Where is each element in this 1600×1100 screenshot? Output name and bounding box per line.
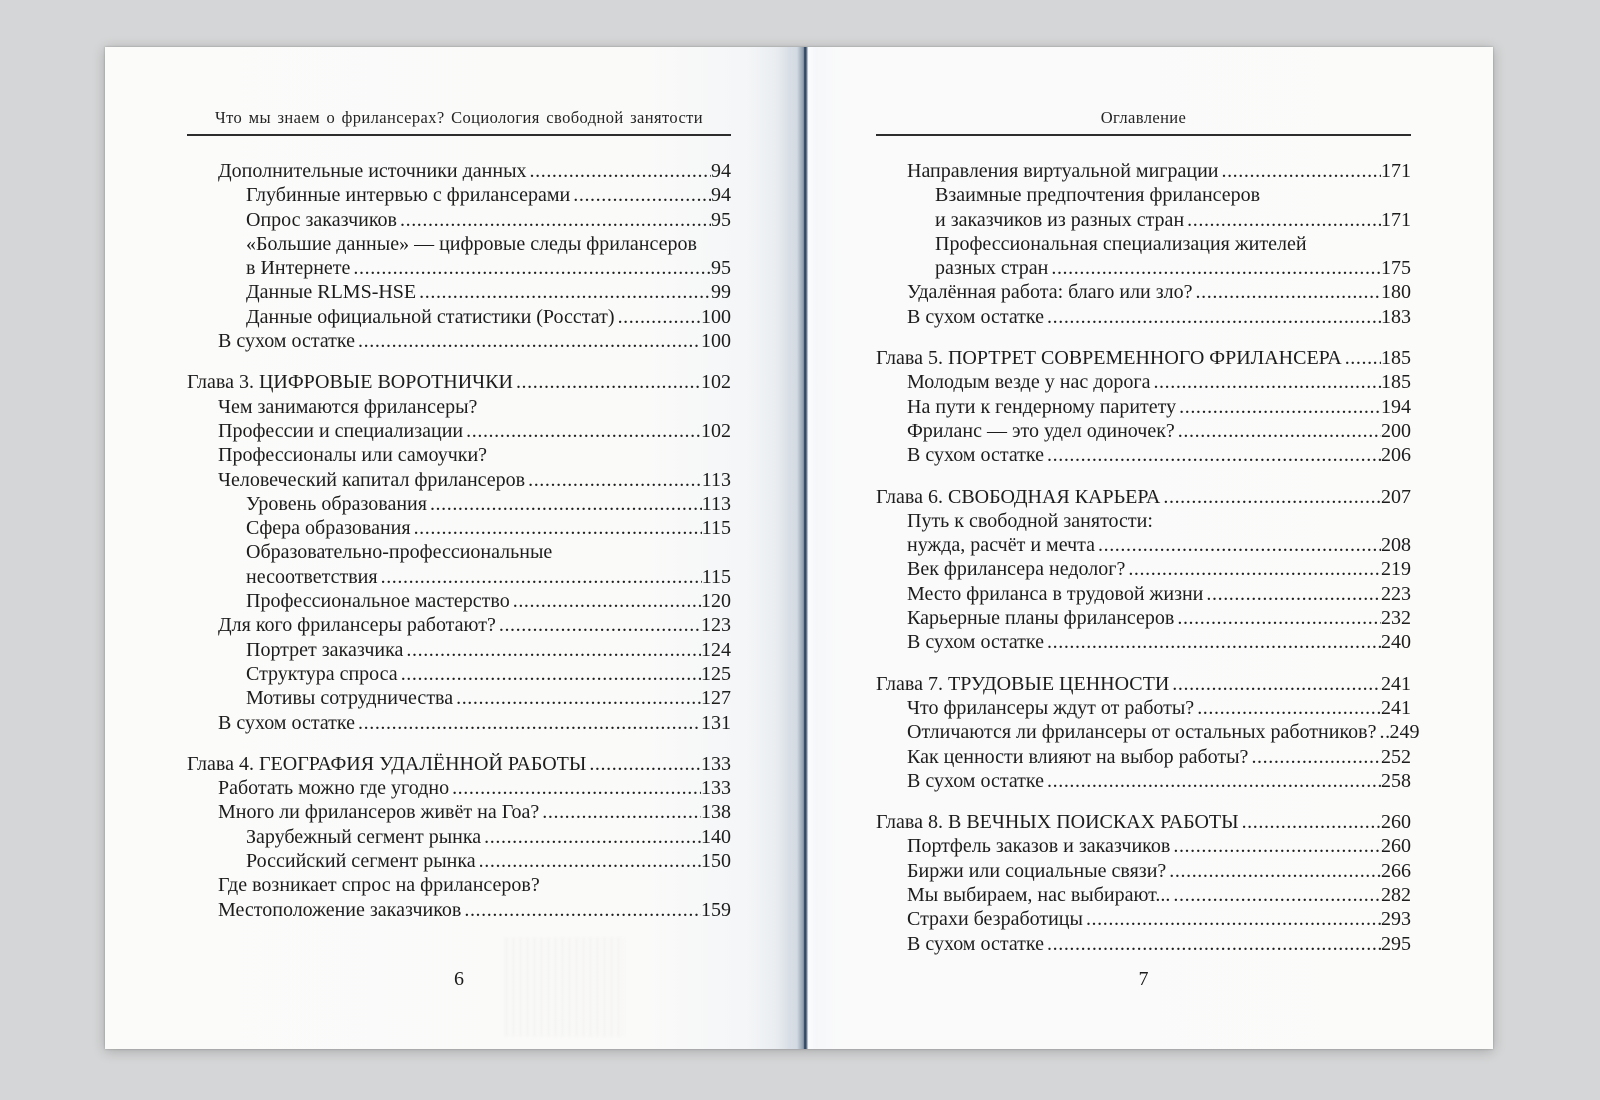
toc-line-text: Дополнительные источники данных [218, 160, 527, 182]
dot-leader [570, 183, 711, 207]
toc-line [187, 752, 731, 776]
toc-line [876, 370, 1411, 394]
toc-line [876, 606, 1411, 630]
toc-line-text: Зарубежный сегмент рынка [246, 825, 482, 848]
toc-page-number: 240 [1381, 631, 1411, 654]
dot-leader [1170, 834, 1381, 858]
toc-page-number: 120 [701, 590, 731, 613]
toc-page-number: 207 [1381, 485, 1411, 508]
toc-line [876, 932, 1411, 956]
toc-line-text: Образовательно-профессиональные [246, 541, 553, 564]
toc-page-number: 140 [701, 825, 731, 848]
toc-entry [187, 800, 731, 824]
toc-line [876, 533, 1411, 557]
toc-line [876, 280, 1411, 304]
toc-page-number: 100 [701, 305, 731, 328]
dot-leader [1044, 305, 1381, 329]
toc-line [876, 509, 1411, 533]
toc-line [187, 516, 731, 540]
toc-line [876, 907, 1411, 931]
dot-leader [1376, 720, 1389, 744]
running-header: Что мы знаем о фрилансерах? Социология свободной занятости [214, 108, 704, 127]
toc-line [187, 159, 731, 183]
toc-line [876, 419, 1411, 443]
toc-page-number: 171 [1381, 160, 1411, 182]
toc-line [187, 329, 731, 353]
toc-entry [876, 305, 1411, 329]
dot-leader [449, 776, 701, 800]
toc-line-text: Как ценности влияют на выбор работы? [907, 745, 1249, 768]
toc-line-text: Отличаются ли фрилансеры от остальных работников? [907, 721, 1377, 744]
dot-leader [1044, 630, 1381, 654]
dot-leader [1095, 533, 1381, 557]
toc-page-number: 102 [701, 371, 731, 394]
dot-leader [525, 468, 702, 492]
toc-line [876, 720, 1420, 744]
toc-entry [876, 883, 1411, 907]
toc-page-number: 232 [1381, 607, 1411, 630]
toc-line-text: Российский сегмент рынка [246, 850, 476, 873]
toc-entry [187, 305, 731, 329]
toc-page-number: 94 [711, 160, 731, 182]
toc-page-number: 252 [1381, 745, 1411, 768]
toc-line-text: Биржи или социальные связи? [907, 859, 1167, 882]
toc-line-text: Мотивы сотрудничества [246, 687, 454, 710]
toc-line [187, 468, 731, 492]
toc-line-text: Сфера образования [246, 517, 411, 540]
toc-line [876, 346, 1411, 370]
toc-entry [876, 183, 1411, 232]
toc-chapter-entry [876, 485, 1411, 509]
toc-line-text: Опрос заказчиков [246, 208, 397, 231]
toc-entry [876, 696, 1411, 720]
dot-leader [1044, 769, 1381, 793]
toc-line-text: В сухом остатке [907, 444, 1045, 467]
toc-entry [876, 907, 1411, 931]
toc-entry [187, 540, 731, 589]
toc-entry [876, 509, 1411, 558]
toc-line [187, 686, 731, 710]
toc-chapter-entry [876, 810, 1411, 834]
toc-page-number: 208 [1381, 534, 1411, 557]
toc-list-right [876, 159, 1420, 956]
toc-line [876, 485, 1411, 509]
dot-leader [1044, 932, 1381, 956]
toc-entry [187, 686, 731, 710]
toc-entry [187, 516, 731, 540]
toc-line-text: В сухом остатке [218, 330, 356, 353]
left-page-header [187, 108, 731, 136]
dot-leader [527, 159, 711, 183]
toc-line-text: нужда, расчёт и мечта [907, 534, 1095, 557]
toc-entry [876, 834, 1411, 858]
toc-entry [187, 232, 731, 281]
toc-line [187, 395, 731, 419]
dot-leader [398, 662, 701, 686]
toc-line-text: «Большие данные» — цифровые следы фрилансеров [246, 232, 697, 255]
dot-leader [510, 589, 701, 613]
toc-chapter-entry [876, 346, 1411, 370]
toc-page-number: 175 [1381, 257, 1411, 280]
toc-line [876, 859, 1411, 883]
toc-entry [187, 638, 731, 662]
dot-leader [1125, 557, 1381, 581]
toc-page-number: 200 [1381, 419, 1411, 442]
toc-line-text: Профессиональная специализация жителей [935, 232, 1307, 255]
toc-chapter-entry [187, 370, 731, 394]
toc-line-text: Для кого фрилансеры работают? [218, 614, 496, 637]
dot-leader [1048, 256, 1381, 280]
toc-line [187, 419, 731, 443]
toc-line [187, 711, 731, 735]
toc-page-number: 133 [701, 752, 731, 775]
toc-line-text: Глава 6. СВОБОДНАЯ КАРЬЕРА [876, 485, 1161, 508]
toc-line [187, 305, 731, 329]
toc-page-number: 185 [1381, 347, 1411, 370]
dot-leader [1218, 159, 1381, 183]
dot-leader [1176, 395, 1381, 419]
dot-leader [1194, 696, 1381, 720]
dot-leader [355, 329, 701, 353]
dot-leader [1170, 883, 1381, 907]
toc-line-text: Профессионалы или самоучки? [218, 444, 488, 467]
dot-leader [539, 800, 701, 824]
toc-line [187, 849, 731, 873]
toc-line-text: Глава 8. В ВЕЧНЫХ ПОИСКАХ РАБОТЫ [876, 811, 1239, 834]
toc-line-text: Страхи безработицы [907, 908, 1083, 931]
dot-leader [1169, 672, 1381, 696]
toc-line [876, 810, 1411, 834]
toc-entry [876, 443, 1411, 467]
toc-page-number: 266 [1381, 859, 1411, 882]
toc-page-number: 102 [701, 419, 731, 442]
toc-entry [876, 232, 1411, 281]
toc-line-text: Глубинные интервью с фрилансерами [246, 184, 571, 207]
toc-entry [876, 745, 1411, 769]
toc-page-number: 241 [1381, 672, 1411, 695]
toc-entry [187, 208, 731, 232]
toc-page-number: 150 [701, 850, 731, 873]
toc-line-text: Профессиональное мастерство [246, 590, 510, 613]
toc-line [876, 696, 1411, 720]
toc-entry [187, 443, 731, 492]
toc-line-text: Карьерные планы фрилансеров [907, 607, 1175, 630]
dot-leader [1184, 208, 1381, 232]
toc-entry [876, 557, 1411, 581]
dot-leader [463, 419, 701, 443]
toc-line-text: Портфель заказов и заказчиков [907, 835, 1171, 858]
toc-entry [876, 582, 1411, 606]
toc-line-text: Данные официальной статистики (Росстат) [246, 305, 615, 328]
toc-line-text: Место фриланса в трудовой жизни [907, 582, 1204, 605]
toc-line [876, 557, 1411, 581]
toc-page-number: 180 [1381, 281, 1411, 304]
toc-entry [187, 395, 731, 444]
toc-entry [876, 159, 1411, 183]
left-page [105, 47, 791, 1049]
toc-page-number: 219 [1381, 558, 1411, 581]
dot-leader [513, 370, 701, 394]
dot-leader [427, 492, 702, 516]
toc-line-text: Век фрилансера недолог? [907, 558, 1126, 581]
toc-entry [187, 492, 731, 516]
toc-line-text: Взаимные предпочтения фрилансеров [935, 184, 1261, 207]
toc-line [187, 370, 731, 394]
dot-leader [1166, 859, 1381, 883]
toc-page-number: 159 [701, 898, 731, 921]
toc-entry [187, 589, 731, 613]
toc-page-number: 260 [1381, 811, 1411, 834]
toc-line-text: Удалённая работа: благо или зло? [907, 281, 1193, 304]
toc-line-text: Человеческий капитал фрилансеров [218, 468, 526, 491]
book-spread [105, 47, 1493, 1049]
toc-page-number: 171 [1381, 208, 1411, 231]
toc-line-text: Где возникает спрос на фрилансеров? [218, 874, 540, 897]
toc-list-left [187, 159, 731, 922]
toc-page-number: 258 [1381, 769, 1411, 792]
toc-page-number: 115 [701, 565, 731, 588]
toc-line [876, 672, 1411, 696]
dot-leader [481, 825, 701, 849]
right-page [791, 47, 1493, 1049]
toc-page-number: 131 [701, 711, 731, 734]
toc-line [876, 305, 1411, 329]
toc-chapter-entry [876, 672, 1411, 696]
toc-entry [876, 630, 1411, 654]
toc-page-number: 115 [701, 517, 731, 540]
toc-line-text: В сухом остатке [218, 711, 356, 734]
toc-entry [876, 280, 1411, 304]
toc-page-number: 113 [701, 468, 731, 491]
toc-entry [876, 769, 1411, 793]
dot-leader [1203, 582, 1381, 606]
toc-page-number: 282 [1381, 884, 1411, 907]
dot-leader [1160, 485, 1381, 509]
toc-page-number: 125 [701, 662, 731, 685]
toc-line [187, 280, 731, 304]
toc-entry [187, 280, 731, 304]
toc-line [187, 443, 731, 467]
dot-leader [1248, 745, 1381, 769]
toc-entry [876, 395, 1411, 419]
toc-entry [876, 720, 1420, 744]
toc-line-text: Местоположение заказчиков [218, 898, 462, 921]
toc-page-number: 100 [701, 330, 731, 353]
toc-page-number: 94 [711, 184, 731, 207]
toc-page-number: 127 [701, 687, 731, 710]
toc-line [187, 589, 731, 613]
toc-page-number: 138 [701, 801, 731, 824]
toc-entry [876, 370, 1411, 394]
toc-page-number: 133 [701, 777, 731, 800]
toc-entry [187, 873, 731, 922]
toc-line-text: Фриланс — это удел одиночек? [907, 419, 1175, 442]
dot-leader [461, 898, 701, 922]
toc-entry [187, 776, 731, 800]
toc-line-text: Путь к свободной занятости: [907, 509, 1153, 532]
header-rule [187, 134, 731, 136]
toc-line [876, 208, 1411, 232]
dot-leader [1175, 419, 1381, 443]
toc-page-number: 194 [1381, 395, 1411, 418]
toc-page-number: 223 [1381, 582, 1411, 605]
page-number: 6 [454, 968, 464, 990]
toc-line [187, 183, 731, 207]
toc-line [876, 883, 1411, 907]
dot-leader [1174, 606, 1381, 630]
toc-entry [876, 606, 1411, 630]
toc-page-number: 249 [1389, 721, 1420, 744]
toc-page-number: 185 [1381, 371, 1411, 394]
dot-leader [378, 565, 702, 589]
toc-page-number: 183 [1381, 305, 1411, 328]
dot-leader [397, 208, 711, 232]
right-page-header [876, 108, 1411, 136]
toc-line-text: Портрет заказчика [246, 638, 404, 661]
toc-line [876, 256, 1411, 280]
toc-line-text: Профессии и специализации [218, 419, 464, 442]
toc-line [187, 232, 731, 256]
toc-line-text: Структура спроса [246, 662, 398, 685]
toc-page-number: 99 [711, 281, 731, 304]
toc-page-number: 260 [1381, 835, 1411, 858]
toc-line-text: Что фрилансеры ждут от работы? [907, 696, 1195, 719]
toc-line [187, 800, 731, 824]
toc-page-number: 206 [1381, 444, 1411, 467]
dot-leader [476, 849, 701, 873]
toc-line [876, 834, 1411, 858]
toc-entry [876, 859, 1411, 883]
dot-leader [403, 638, 701, 662]
dot-leader [1150, 370, 1381, 394]
toc-entry [187, 329, 731, 353]
toc-line-text: В сухом остатке [907, 305, 1045, 328]
toc-page-number: 95 [711, 208, 731, 231]
toc-line [876, 395, 1411, 419]
toc-page-number: 241 [1381, 696, 1411, 719]
toc-chapter-entry [187, 752, 731, 776]
page-number: 7 [1138, 968, 1149, 990]
toc-entry [187, 711, 731, 735]
toc-page-number: 124 [701, 638, 731, 661]
toc-entry [187, 613, 731, 637]
toc-line-text: Глава 4. ГЕОГРАФИЯ УДАЛЁННОЙ РАБОТЫ [187, 752, 587, 775]
toc-line [187, 492, 731, 516]
dot-leader [355, 711, 701, 735]
toc-page-number: 293 [1381, 908, 1411, 931]
toc-entry [187, 662, 731, 686]
toc-line-text: Мы выбираем, нас выбирают... [907, 884, 1171, 907]
toc-line [187, 256, 731, 280]
dot-leader [411, 516, 702, 540]
toc-page-number: 123 [701, 614, 731, 637]
toc-line [187, 613, 731, 637]
toc-line-text: Глава 7. ТРУДОВЫЕ ЦЕННОСТИ [876, 672, 1170, 695]
toc-line-text: Уровень образования [246, 492, 427, 515]
toc-page-number: 95 [711, 257, 731, 280]
toc-line-text: Глава 5. ПОРТРЕТ СОВРЕМЕННОГО ФРИЛАНСЕРА [876, 347, 1342, 370]
dot-leader [1044, 443, 1381, 467]
toc-entry [876, 932, 1411, 956]
toc-line [876, 630, 1411, 654]
toc-line-text: разных стран [935, 257, 1049, 280]
header-rule [876, 134, 1411, 136]
toc-line [876, 443, 1411, 467]
toc-line [876, 183, 1411, 207]
toc-line-text: Чем занимаются фрилансеры? [218, 395, 478, 418]
dot-leader [1342, 346, 1381, 370]
toc-line-text: В сухом остатке [907, 769, 1045, 792]
dot-leader [1193, 280, 1381, 304]
toc-line [187, 873, 731, 897]
toc-line-text: Работать можно где угодно [218, 777, 450, 800]
toc-page-number: 113 [701, 492, 731, 515]
dot-leader [1239, 810, 1381, 834]
toc-line [187, 825, 731, 849]
toc-line-text: несоответствия [246, 565, 378, 588]
toc-line-text: Молодым везде у нас дорога [907, 371, 1151, 394]
toc-line-text: Много ли фрилансеров живёт на Гоа? [218, 801, 540, 824]
toc-entry [876, 419, 1411, 443]
dot-leader [350, 256, 711, 280]
toc-line [187, 208, 731, 232]
toc-line-text: в Интернете [246, 257, 351, 280]
dot-leader [416, 280, 711, 304]
running-header: Оглавление [1100, 108, 1187, 127]
toc-line-text: В сухом остатке [907, 932, 1045, 955]
toc-line [187, 662, 731, 686]
toc-line [876, 769, 1411, 793]
dot-leader [453, 686, 701, 710]
toc-line [187, 565, 731, 589]
toc-line [876, 159, 1411, 183]
toc-entry [187, 183, 731, 207]
toc-entry [187, 159, 731, 183]
toc-line-text: На пути к гендерному паритету [907, 395, 1177, 418]
toc-line [187, 776, 731, 800]
toc-entry [187, 825, 731, 849]
toc-line [187, 638, 731, 662]
dot-leader [615, 305, 701, 329]
toc-line [876, 745, 1411, 769]
toc-line-text: и заказчиков из разных стран [935, 208, 1185, 231]
toc-line-text: Глава 3. ЦИФРОВЫЕ ВОРОТНИЧКИ [187, 371, 513, 394]
toc-line [876, 232, 1411, 256]
toc-line [187, 898, 731, 922]
dot-leader [496, 613, 701, 637]
toc-line-text: Направления виртуальной миграции [907, 160, 1219, 182]
dot-leader [1083, 907, 1381, 931]
toc-entry [187, 849, 731, 873]
toc-page-number: 295 [1381, 932, 1411, 955]
toc-line-text: В сухом остатке [907, 631, 1045, 654]
dot-leader [586, 752, 701, 776]
toc-line [187, 540, 731, 564]
toc-line [876, 582, 1411, 606]
toc-line-text: Данные RLMS-HSE [246, 281, 417, 304]
